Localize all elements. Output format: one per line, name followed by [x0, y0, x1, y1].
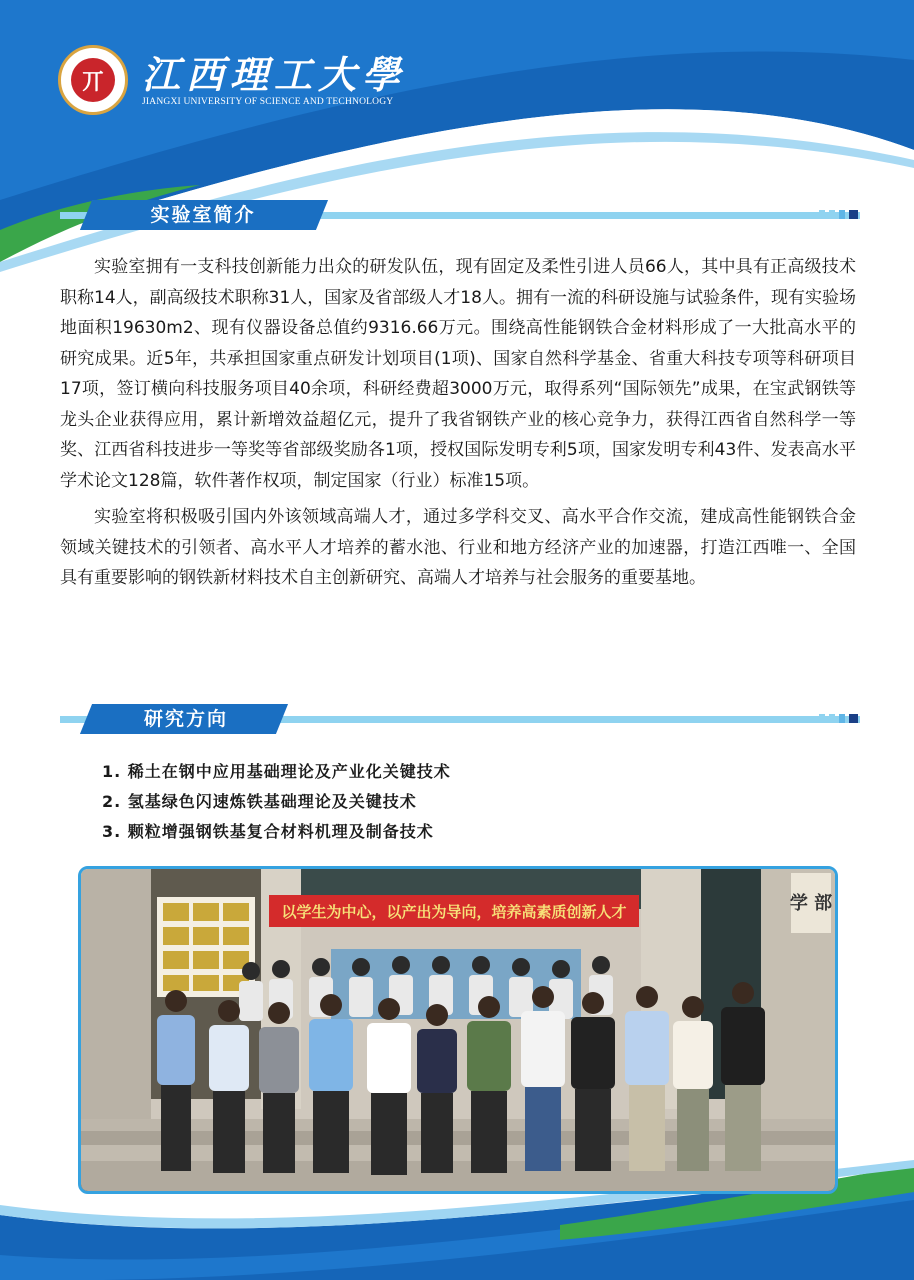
logo-emblem: 丌 [71, 58, 115, 102]
photo-banner-text: 以学生为中心，以产出为导向，培养高素质创新人才 [281, 903, 627, 921]
university-logo [58, 45, 128, 115]
section-header-intro [60, 200, 858, 228]
section-title-research: 研究方向 [143, 708, 228, 730]
section-decoration-dots [819, 210, 858, 219]
intro-body [60, 252, 856, 594]
research-item: 2. 氢基绿色闪速炼铁基础理论及关键技术 [102, 792, 417, 811]
header [58, 44, 406, 116]
section-title-intro: 实验室简介 [150, 204, 256, 226]
section-header-research [60, 704, 858, 732]
university-name-en: JIANGXI UNIVERSITY OF SCIENCE AND TECHNOLOGY [142, 97, 394, 107]
research-item: 1. 稀土在钢中应用基础理论及产业化关键技术 [102, 762, 451, 781]
university-name [142, 53, 406, 107]
group-photo [78, 866, 838, 1194]
group-photo-illustration [81, 869, 835, 1191]
intro-paragraph-1: 实验室拥有一支科技创新能力出众的研发队伍，现有固定及柔性引进人员66人，其中具有正高级技术职称14人，副高级技术职称31人，国家及省部级人才18人。拥有一流的科研设施与试验条件，现有实验场地面积19630m2、现有仪器设备总值约9316.66万元。围绕高性能钢铁合金材料形成了一大批高水平的研究成果。近5年，共承担国家重点研发计划项目(1项)、国家自然科学基金、省重大科技专项等科研项目17项，签订横向科技服务项目40余项，科研经费超3000万元，取得系列“国际领先”成果，在宝武钢铁等龙头企业获得应用，累计新增效益超亿元，提升了我省钢铁产业的核心竞争力，获得江西省自然科学一等奖、江西省科技进步一等奖等省部级奖励各1项，授权国际发明专利5项，国家发明专利43件、发表高水平学术论文128篇，软件著作权项，制定国家（行业）标准15项。 [60, 257, 856, 491]
research-item: 3. 颗粒增强钢铁基复合材料机理及制备技术 [102, 822, 434, 841]
photo-wall-sign: 学 部 [789, 893, 833, 914]
university-name-cn: 江西理工大學 [142, 52, 407, 97]
intro-paragraph-2: 实验室将积极吸引国内外该领域高端人才，通过多学科交叉、高水平合作交流，建成高性能钢铁合金领域关键技术的引领者、高水平人才培养的蓄水池、行业和地方经济产业的加速器，打造江西唯一、全国具有重要影响的钢铁新材料技术自主创新研究、高端人才培养与社会服务的重要基地。 [60, 507, 856, 588]
section-decoration-dots [819, 714, 858, 723]
research-directions-list [102, 757, 451, 847]
